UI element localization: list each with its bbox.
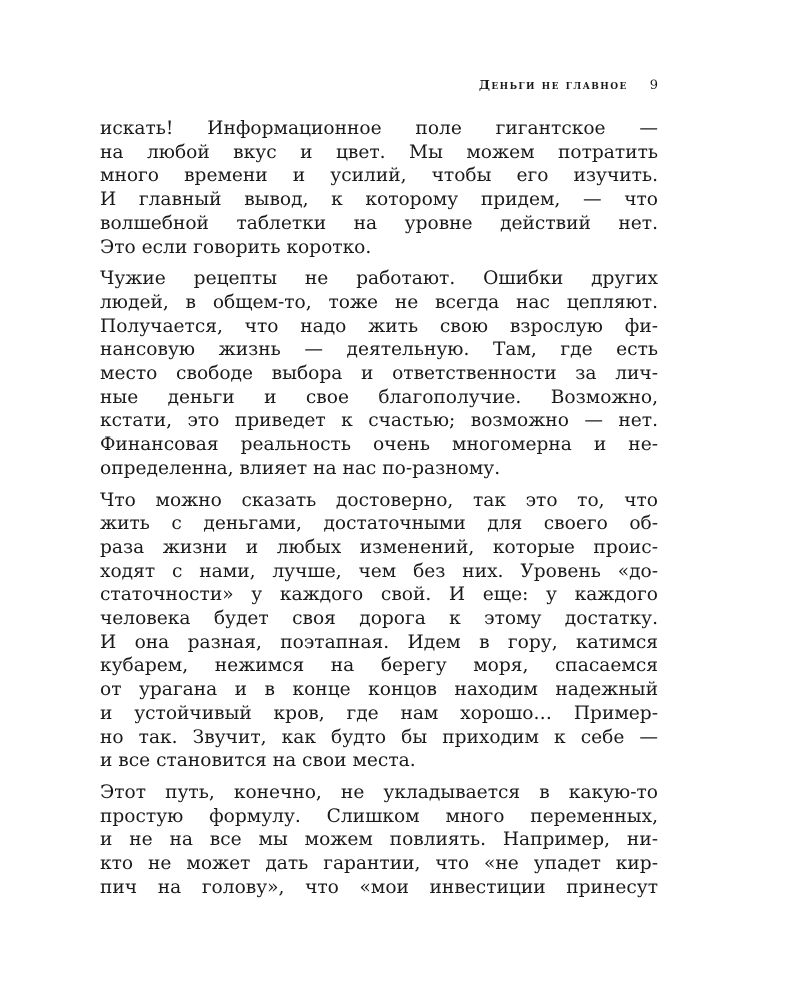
text-line: Чужие рецепты не работают. Ошибки других — [100, 268, 658, 290]
running-header — [100, 77, 658, 93]
text-line: ные деньги и свое благополучие. Возможно, — [100, 386, 658, 408]
text-line: определенна, влияет на нас по-разному. — [100, 457, 501, 479]
body-text — [100, 117, 658, 908]
text-line: место свободе выбора и ответственности за лич- — [100, 363, 658, 385]
text-line: ходят с нами, лучше, чем без них. Уровень «до- — [100, 560, 658, 582]
text-line: Это если говорить коротко. — [100, 236, 372, 258]
text-line: И главный вывод, к которому придем, — что — [100, 189, 658, 211]
text-line: статочности» у каждого свой. И еще: у каждого — [100, 584, 658, 606]
text-line: и все становится на свои места. — [100, 750, 416, 772]
text-line: людей, в общем-то, тоже не всегда нас цепляют. — [100, 291, 658, 313]
text-line: Получается, что надо жить свою взрослую фи- — [100, 315, 658, 337]
paragraph — [100, 489, 658, 773]
text-line: кто не может дать гарантии, что «не упадет кир- — [100, 853, 658, 875]
text-line: и не на все мы можем повлиять. Например, ни- — [100, 829, 658, 851]
text-line: человека будет своя дорога к этому достатку. — [100, 608, 658, 630]
paragraph — [100, 267, 658, 480]
running-title: Деньги не главное — [478, 77, 628, 92]
text-line: И она разная, поэтапная. Идем в гору, катимся — [100, 631, 658, 653]
text-line: на любой вкус и цвет. Мы можем потратить — [100, 141, 658, 163]
text-line: и устойчивый кров, где нам хорошо… Пример- — [100, 702, 658, 724]
page-number: 9 — [649, 78, 658, 93]
paragraph — [100, 781, 658, 900]
text-line: пич на голову», что «мои инвестиции принесут — [100, 876, 658, 898]
text-line: искать! Информационное поле гигантское — — [100, 118, 658, 139]
text-line: кубарем, нежимся на берегу моря, спасаемся — [100, 655, 658, 677]
text-line: но так. Звучит, как будто бы приходим к себе — — [100, 726, 658, 748]
text-line: кстати, это приведет к счастью; возможно — нет. — [100, 410, 658, 432]
text-line: раза жизни и любых изменений, которые проис- — [100, 536, 658, 558]
paragraph — [100, 117, 658, 259]
text-line: от урагана и в конце концов находим надежный — [100, 679, 658, 701]
text-line: простую формулу. Слишком много переменных, — [100, 805, 658, 827]
text-line: много времени и усилий, чтобы его изучить. — [100, 165, 658, 187]
text-line: волшебной таблетки на уровне действий нет. — [100, 212, 658, 234]
text-line: Финансовая реальность очень многомерна и не- — [100, 434, 658, 456]
text-line: Что можно сказать достоверно, так это то, что — [100, 489, 658, 511]
text-line: жить с деньгами, достаточными для своего об- — [100, 513, 658, 535]
text-line: нансовую жизнь — деятельную. Там, где есть — [100, 339, 658, 361]
text-line: Этот путь, конечно, не укладывается в какую-то — [100, 781, 658, 803]
